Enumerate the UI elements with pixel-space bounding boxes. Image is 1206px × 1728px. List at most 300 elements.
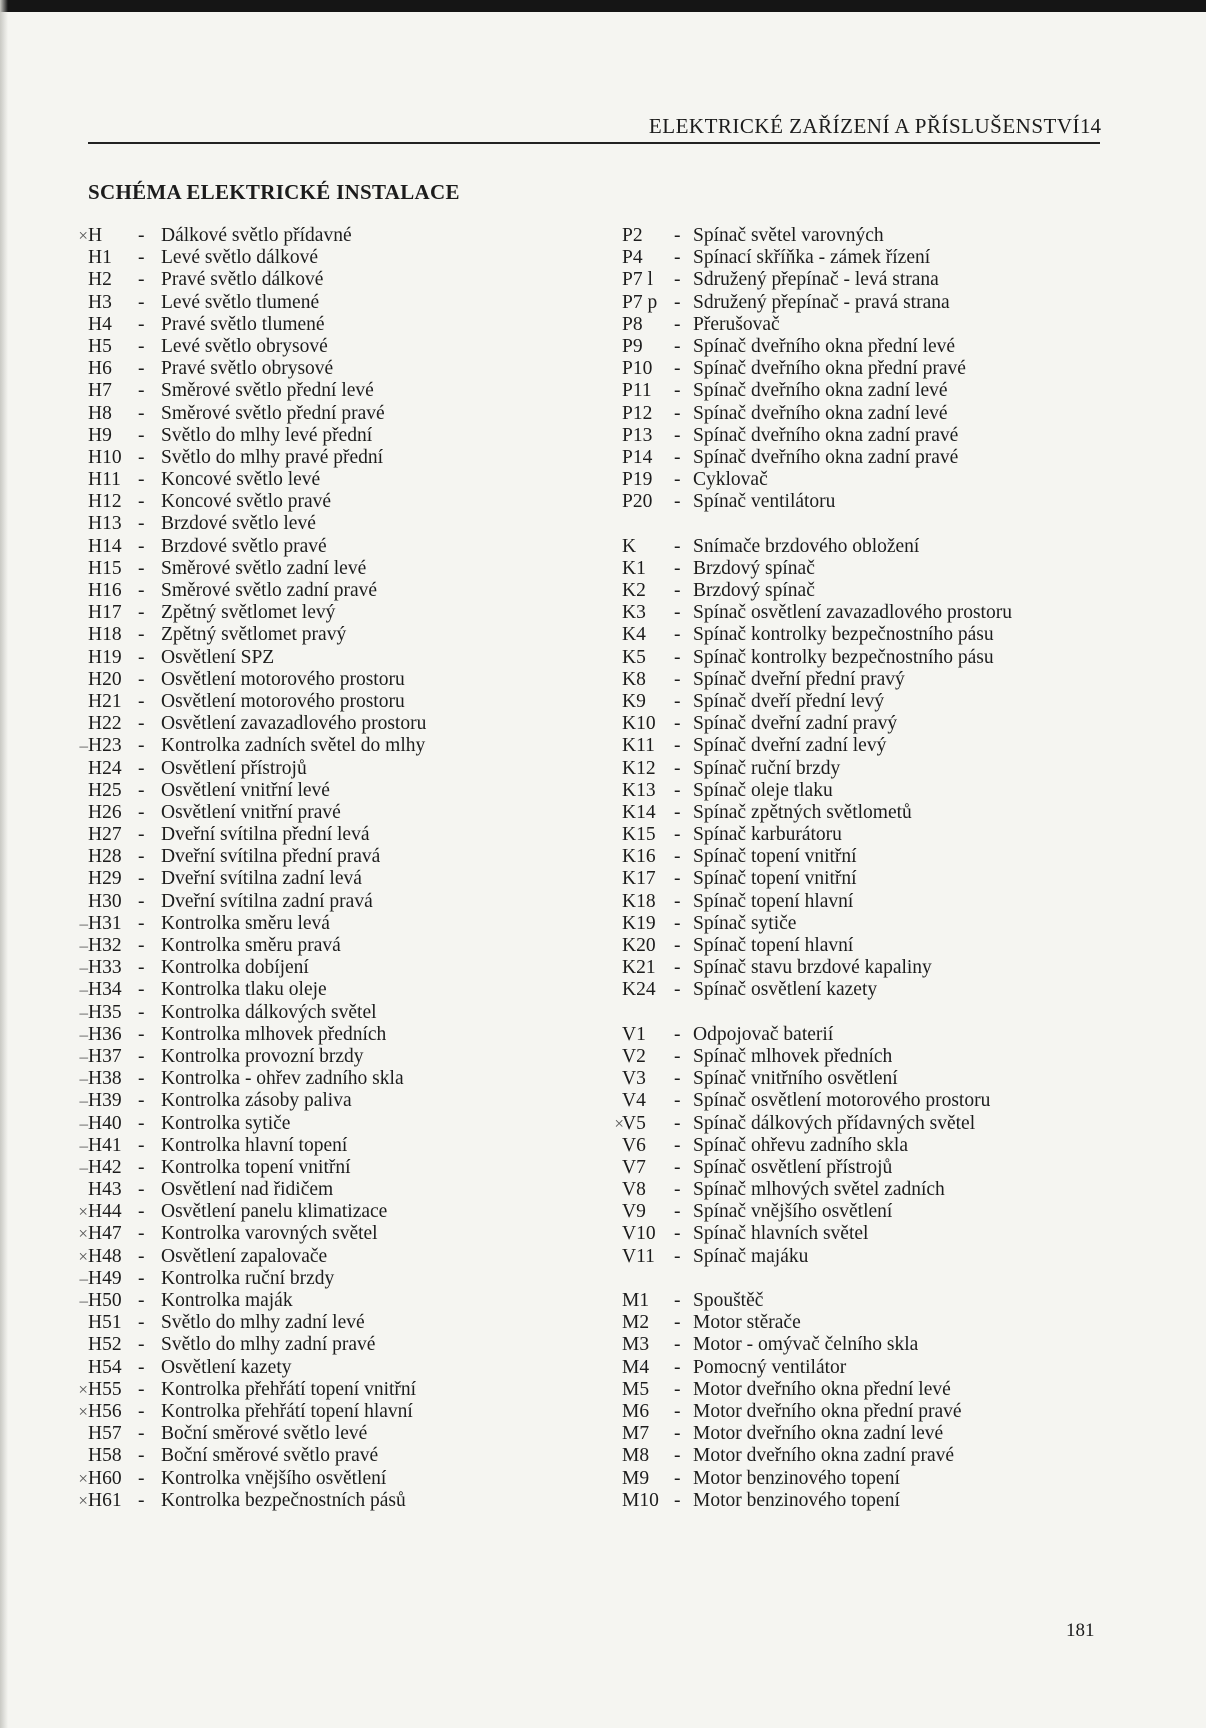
component-code: K16 — [622, 846, 656, 868]
component-description: Spínač mlhovek předních — [693, 1045, 893, 1067]
component-description: Spouštěč — [693, 1290, 764, 1311]
separator-dash: - — [138, 1467, 145, 1489]
component-description: Kontrolka zásoby paliva — [161, 1090, 352, 1112]
component-description: Motor benzinového topení — [693, 1467, 900, 1489]
separator-dash: - — [138, 824, 145, 846]
component-description: Brzdové světlo pravé — [161, 535, 327, 557]
component-description: Spínací skříňka - zámek řízení — [693, 247, 931, 269]
separator-dash: - — [674, 1112, 681, 1134]
component-code: H51 — [88, 1312, 122, 1334]
component-code: V5 — [622, 1112, 646, 1134]
component-code: K14 — [622, 801, 656, 823]
separator-dash: - — [138, 247, 145, 269]
separator-dash: - — [674, 1423, 681, 1445]
component-code: H20 — [88, 668, 122, 690]
component-code: V7 — [622, 1156, 646, 1178]
component-code: H19 — [88, 646, 122, 668]
component-description: Boční směrové světlo levé — [161, 1423, 368, 1445]
component-description: Světlo do mlhy zadní levé — [161, 1312, 365, 1334]
separator-dash: - — [674, 446, 681, 468]
component-code: K21 — [622, 957, 656, 979]
component-description: Spínač ventilátoru — [693, 491, 836, 513]
component-description: Osvětlení vnitřní levé — [161, 779, 330, 801]
component-description: Spínač majáku — [693, 1245, 809, 1267]
component-description: Kontrolka tlaku oleje — [161, 979, 327, 1001]
separator-dash: - — [674, 1334, 681, 1356]
component-description: Zpětný světlomet pravý — [161, 624, 347, 646]
component-code: H9 — [88, 424, 112, 446]
component-code: P7 p — [622, 291, 658, 313]
component-description: Levé světlo obrysové — [161, 335, 328, 357]
annotation-mark: – — [79, 1113, 88, 1133]
component-description: Sdružený přepínač - pravá strana — [693, 291, 950, 313]
component-description: Spínač karburátoru — [693, 824, 842, 846]
component-description: Osvětlení motorového prostoru — [161, 690, 405, 712]
separator-dash: - — [674, 713, 681, 735]
separator-dash: - — [138, 491, 145, 513]
annotation-mark: × — [78, 226, 88, 245]
component-description: Spínač mlhových světel zadních — [693, 1179, 945, 1201]
separator-dash: - — [674, 979, 681, 1001]
component-code: H39 — [88, 1090, 122, 1112]
annotation-mark: – — [79, 1002, 88, 1022]
component-description: Kontrolka směru levá — [161, 912, 330, 934]
component-code: H — [88, 225, 103, 246]
component-code: K5 — [622, 646, 646, 668]
separator-dash: - — [674, 646, 681, 668]
component-description: Kontrolka varovných světel — [161, 1223, 378, 1245]
component-description: Kontrolka zadních světel do mlhy — [161, 735, 426, 757]
component-description: Cyklovač — [693, 469, 768, 491]
separator-dash: - — [138, 890, 145, 912]
component-code: H54 — [88, 1356, 122, 1378]
component-code: H22 — [88, 713, 122, 735]
annotation-mark: × — [78, 1468, 88, 1488]
component-description: Kontrolka vnějšího osvětlení — [161, 1467, 387, 1489]
component-description: Spínač stavu brzdové kapaliny — [693, 957, 932, 979]
annotation-mark: – — [79, 1291, 88, 1310]
component-description: Směrové světlo zadní pravé — [161, 580, 378, 601]
component-code: P14 — [622, 446, 653, 468]
separator-dash: - — [674, 801, 681, 823]
component-code: M2 — [622, 1312, 650, 1334]
component-description: Motor - omývač čelního skla — [693, 1334, 919, 1356]
separator-dash: - — [138, 846, 145, 868]
component-code: H29 — [88, 868, 122, 890]
component-description: Brzdové světlo levé — [161, 513, 316, 535]
separator-dash: - — [674, 1223, 681, 1245]
component-code: H8 — [88, 402, 112, 424]
component-description: Kontrolka maják — [161, 1290, 293, 1311]
header-title: ELEKTRICKÉ ZAŘÍZENÍ A PŘÍSLUŠENSTVÍ — [648, 114, 1080, 138]
separator-dash: - — [138, 358, 145, 380]
separator-dash: - — [138, 225, 145, 246]
component-description: Kontrolka ruční brzdy — [161, 1267, 335, 1289]
component-code: H41 — [88, 1134, 122, 1156]
component-description: Dveřní svítilna zadní levá — [161, 868, 362, 890]
annotation-mark: – — [79, 1268, 88, 1288]
component-description: Osvětlení SPZ — [161, 646, 275, 668]
separator-dash: - — [138, 380, 145, 402]
separator-dash: - — [674, 424, 681, 446]
component-code: K3 — [622, 602, 646, 624]
separator-dash: - — [138, 868, 145, 890]
component-description: Osvětlení zapalovače — [161, 1245, 328, 1267]
component-code: K24 — [622, 979, 656, 1001]
separator-dash: - — [138, 535, 145, 557]
component-code: P9 — [622, 335, 643, 357]
component-description: Kontrolka mlhovek předních — [161, 1023, 387, 1045]
separator-dash: - — [138, 935, 145, 956]
separator-dash: - — [674, 757, 681, 779]
annotation-mark: × — [614, 1113, 624, 1133]
component-description: Spínač dveřního okna zadní pravé — [693, 424, 959, 446]
component-description: Kontrolka přehřátí topení vnitřní — [161, 1378, 417, 1400]
component-description: Sdružený přepínač - levá strana — [693, 269, 939, 291]
component-description: Levé světlo tlumené — [161, 291, 320, 313]
page-header — [88, 114, 1100, 144]
component-description: Osvětlení panelu klimatizace — [161, 1201, 388, 1223]
component-code: M5 — [622, 1378, 650, 1400]
component-code: H61 — [88, 1489, 122, 1511]
component-code: P11 — [622, 380, 652, 402]
component-code: H28 — [88, 846, 122, 868]
component-description: Kontrolka provozní brzdy — [161, 1045, 364, 1067]
separator-dash: - — [674, 269, 681, 291]
component-code: M6 — [622, 1400, 650, 1422]
separator-dash: - — [138, 646, 145, 668]
component-description: Spínač dálkových přídavných světel — [693, 1112, 976, 1134]
separator-dash: - — [138, 1334, 145, 1356]
component-description: Zpětný světlomet levý — [161, 602, 336, 624]
component-description: Motor stěrače — [693, 1312, 801, 1334]
component-description: Spínač osvětlení přístrojů — [693, 1156, 893, 1178]
component-description: Osvětlení nad řidičem — [161, 1179, 334, 1201]
component-description: Spínač kontrolky bezpečnostního pásu — [693, 624, 994, 646]
component-description: Kontrolka bezpečnostních pásů — [161, 1489, 406, 1511]
separator-dash: - — [674, 535, 681, 557]
separator-dash: - — [138, 1090, 145, 1112]
separator-dash: - — [138, 912, 145, 934]
component-description: Spínač dveřního okna zadní levé — [693, 402, 948, 424]
component-description: Dveřní svítilna přední levá — [161, 824, 370, 846]
component-description: Pravé světlo obrysové — [161, 358, 334, 380]
component-description: Spínač osvětlení zavazadlového prostoru — [693, 602, 1012, 624]
component-code: M7 — [622, 1423, 650, 1445]
component-description: Spínač dveří přední levý — [693, 690, 885, 712]
component-code: H52 — [88, 1334, 122, 1356]
component-code: H6 — [88, 358, 112, 380]
component-code: H36 — [88, 1023, 122, 1045]
component-description: Boční směrové světlo pravé — [161, 1445, 379, 1467]
separator-dash: - — [138, 1001, 145, 1023]
separator-dash: - — [674, 1378, 681, 1400]
component-code: H27 — [88, 824, 122, 846]
component-description: Koncové světlo pravé — [161, 491, 332, 513]
separator-dash: - — [674, 247, 681, 269]
separator-dash: - — [674, 469, 681, 491]
component-code: P13 — [622, 424, 653, 446]
component-description: Kontrolka směru pravá — [161, 935, 341, 956]
page-number: 181 — [1066, 1620, 1095, 1641]
separator-dash: - — [674, 358, 681, 380]
separator-dash: - — [138, 402, 145, 424]
component-code: H17 — [88, 602, 122, 624]
component-code: H15 — [88, 557, 122, 579]
component-code: M10 — [622, 1489, 659, 1511]
component-code: H7 — [88, 380, 112, 402]
separator-dash: - — [138, 757, 145, 779]
separator-dash: - — [674, 1068, 681, 1090]
separator-dash: - — [138, 1201, 145, 1223]
component-code: K10 — [622, 713, 656, 735]
component-code: H21 — [88, 690, 122, 712]
separator-dash: - — [674, 1045, 681, 1067]
component-description: Spínač dveřní zadní pravý — [693, 713, 898, 735]
component-description: Motor dveřního okna zadní pravé — [693, 1445, 955, 1467]
annotation-mark: – — [79, 958, 88, 978]
component-description: Spínač osvětlení motorového prostoru — [693, 1090, 991, 1112]
separator-dash: - — [138, 1445, 145, 1467]
component-code: H13 — [88, 513, 122, 535]
component-code: H2 — [88, 269, 112, 291]
annotation-mark: × — [78, 1379, 88, 1399]
component-code: H30 — [88, 890, 122, 912]
component-description: Dveřní svítilna zadní pravá — [161, 890, 373, 912]
component-description: Směrové světlo zadní levé — [161, 557, 367, 579]
component-description: Spínač osvětlení kazety — [693, 979, 878, 1001]
separator-dash: - — [138, 1423, 145, 1445]
separator-dash: - — [138, 1112, 145, 1134]
annotation-mark: – — [79, 1069, 88, 1089]
component-code: H10 — [88, 446, 122, 468]
separator-dash: - — [138, 557, 145, 579]
component-code: H3 — [88, 291, 112, 313]
separator-dash: - — [138, 1400, 145, 1422]
annotation-mark: – — [79, 980, 88, 1000]
component-description: Kontrolka sytiče — [161, 1112, 291, 1134]
separator-dash: - — [674, 225, 681, 246]
separator-dash: - — [138, 1290, 145, 1311]
component-code: K11 — [622, 735, 655, 757]
separator-dash: - — [674, 1312, 681, 1334]
component-code: H11 — [88, 469, 121, 491]
component-description: Spínač topení vnitřní — [693, 846, 857, 868]
separator-dash: - — [674, 868, 681, 890]
component-description: Osvětlení vnitřní pravé — [161, 801, 341, 823]
component-description: Dveřní svítilna přední pravá — [161, 846, 381, 868]
component-code: K17 — [622, 868, 656, 890]
component-description: Spínač topení vnitřní — [693, 868, 857, 890]
annotation-mark: × — [78, 1490, 88, 1510]
separator-dash: - — [138, 1245, 145, 1267]
component-code: H38 — [88, 1068, 122, 1090]
component-description: Osvětlení přístrojů — [161, 757, 307, 779]
separator-dash: - — [674, 1467, 681, 1489]
separator-dash: - — [138, 1023, 145, 1045]
component-code: H34 — [88, 979, 122, 1001]
component-code: H12 — [88, 491, 122, 513]
component-code: K13 — [622, 779, 656, 801]
separator-dash: - — [674, 335, 681, 357]
annotation-mark: – — [79, 913, 88, 933]
annotation-mark: – — [79, 1046, 88, 1066]
component-code: H31 — [88, 912, 122, 934]
component-code: K12 — [622, 757, 656, 779]
component-description: Spínač vnějšího osvětlení — [693, 1201, 893, 1223]
component-code: K8 — [622, 668, 646, 690]
component-code: H23 — [88, 735, 122, 757]
component-code: K15 — [622, 824, 656, 846]
component-description: Brzdový spínač — [693, 580, 815, 601]
annotation-mark: × — [78, 1224, 88, 1244]
component-code: M8 — [622, 1445, 650, 1467]
separator-dash: - — [138, 779, 145, 801]
component-description: Světlo do mlhy pravé přední — [161, 446, 384, 468]
separator-dash: - — [138, 690, 145, 712]
component-description: Kontrolka hlavní topení — [161, 1134, 348, 1156]
component-description: Spínač vnitřního osvětlení — [693, 1068, 898, 1090]
annotation-mark: – — [79, 936, 88, 955]
separator-dash: - — [138, 1045, 145, 1067]
component-description: Směrové světlo přední pravé — [161, 402, 385, 424]
annotation-mark: – — [79, 1157, 88, 1177]
component-code: H32 — [88, 935, 122, 956]
separator-dash: - — [138, 979, 145, 1001]
separator-dash: - — [674, 690, 681, 712]
component-description: Kontrolka - ohřev zadního skla — [161, 1068, 404, 1090]
component-code: H24 — [88, 757, 122, 779]
component-code: K18 — [622, 890, 656, 912]
component-description: Levé světlo dálkové — [161, 247, 319, 269]
component-code: K — [622, 535, 637, 557]
component-code: H43 — [88, 1179, 122, 1201]
component-code: H1 — [88, 247, 112, 269]
component-code: H57 — [88, 1423, 122, 1445]
separator-dash: - — [674, 1179, 681, 1201]
component-description: Směrové světlo přední levé — [161, 380, 374, 402]
chapter-number: 14 — [1080, 114, 1101, 138]
separator-dash: - — [674, 602, 681, 624]
separator-dash: - — [138, 1179, 145, 1201]
component-code: V3 — [622, 1068, 646, 1090]
separator-dash: - — [138, 424, 145, 446]
component-code: P20 — [622, 491, 653, 513]
component-code: H35 — [88, 1001, 122, 1023]
separator-dash: - — [674, 824, 681, 846]
separator-dash: - — [674, 1445, 681, 1467]
component-code: V10 — [622, 1223, 656, 1245]
separator-dash: - — [674, 313, 681, 335]
component-description: Osvětlení zavazadlového prostoru — [161, 713, 427, 735]
component-description: Spínač sytiče — [693, 912, 797, 934]
component-code: P7 l — [622, 269, 653, 291]
component-description: Motor dveřního okna zadní levé — [693, 1423, 944, 1445]
component-code: H37 — [88, 1045, 122, 1067]
separator-dash: - — [138, 291, 145, 313]
component-code: P2 — [622, 225, 643, 246]
component-description: Kontrolka dálkových světel — [161, 1001, 377, 1023]
separator-dash: - — [674, 1134, 681, 1156]
separator-dash: - — [138, 668, 145, 690]
component-description: Odpojovač baterií — [693, 1023, 834, 1045]
separator-dash: - — [674, 1400, 681, 1422]
component-code: H18 — [88, 624, 122, 646]
separator-dash: - — [138, 1312, 145, 1334]
component-description: Spínač oleje tlaku — [693, 779, 833, 801]
annotation-mark: × — [78, 1202, 88, 1222]
component-code: H26 — [88, 801, 122, 823]
separator-dash: - — [138, 335, 145, 357]
separator-dash: - — [674, 557, 681, 579]
separator-dash: - — [138, 469, 145, 491]
component-description: Motor benzinového topení — [693, 1489, 900, 1511]
component-description: Spínač topení hlavní — [693, 890, 854, 912]
component-code: H48 — [88, 1245, 122, 1267]
separator-dash: - — [674, 1245, 681, 1267]
component-description: Motor dveřního okna přední pravé — [693, 1400, 962, 1422]
component-code: P4 — [622, 247, 643, 269]
component-code: P10 — [622, 358, 653, 380]
separator-dash: - — [138, 713, 145, 735]
separator-dash: - — [138, 446, 145, 468]
component-code: P12 — [622, 402, 653, 424]
component-description: Snímače brzdového obložení — [693, 535, 920, 557]
component-description: Osvětlení kazety — [161, 1356, 292, 1378]
separator-dash: - — [674, 1356, 681, 1378]
component-description: Motor dveřního okna přední levé — [693, 1378, 951, 1400]
annotation-mark: – — [79, 1091, 88, 1111]
separator-dash: - — [138, 1068, 145, 1090]
component-description: Přerušovač — [693, 313, 780, 335]
separator-dash: - — [674, 735, 681, 757]
separator-dash: - — [138, 1223, 145, 1245]
separator-dash: - — [674, 912, 681, 934]
component-code: H58 — [88, 1445, 122, 1467]
component-description: Kontrolka topení vnitřní — [161, 1156, 351, 1178]
separator-dash: - — [674, 779, 681, 801]
separator-dash: - — [138, 1156, 145, 1178]
component-code: H33 — [88, 957, 122, 979]
component-code: K19 — [622, 912, 656, 934]
separator-dash: - — [674, 1201, 681, 1223]
component-code: H25 — [88, 779, 122, 801]
separator-dash: - — [138, 602, 145, 624]
component-code: P8 — [622, 313, 643, 335]
component-description: Kontrolka dobíjení — [161, 957, 309, 979]
component-code: V1 — [622, 1023, 646, 1045]
component-code: M4 — [622, 1356, 650, 1378]
separator-dash: - — [674, 1156, 681, 1178]
component-description: Spínač dveřního okna zadní levé — [693, 380, 948, 402]
component-code: K20 — [622, 935, 656, 956]
separator-dash: - — [138, 957, 145, 979]
separator-dash: - — [674, 380, 681, 402]
separator-dash: - — [674, 580, 681, 601]
component-description: Pravé světlo tlumené — [161, 313, 325, 335]
component-code: H50 — [88, 1290, 122, 1311]
component-description: Spínač dveřní přední pravý — [693, 668, 905, 690]
separator-dash: - — [674, 1290, 681, 1311]
component-code: H40 — [88, 1112, 122, 1134]
component-description: Pomocný ventilátor — [693, 1356, 847, 1378]
component-description: Spínač dveřního okna přední levé — [693, 335, 956, 357]
separator-dash: - — [674, 890, 681, 912]
component-code: H5 — [88, 335, 112, 357]
component-description: Spínač dveřní zadní levý — [693, 735, 887, 757]
component-description: Spínač topení hlavní — [693, 935, 854, 956]
component-code: M9 — [622, 1467, 650, 1489]
